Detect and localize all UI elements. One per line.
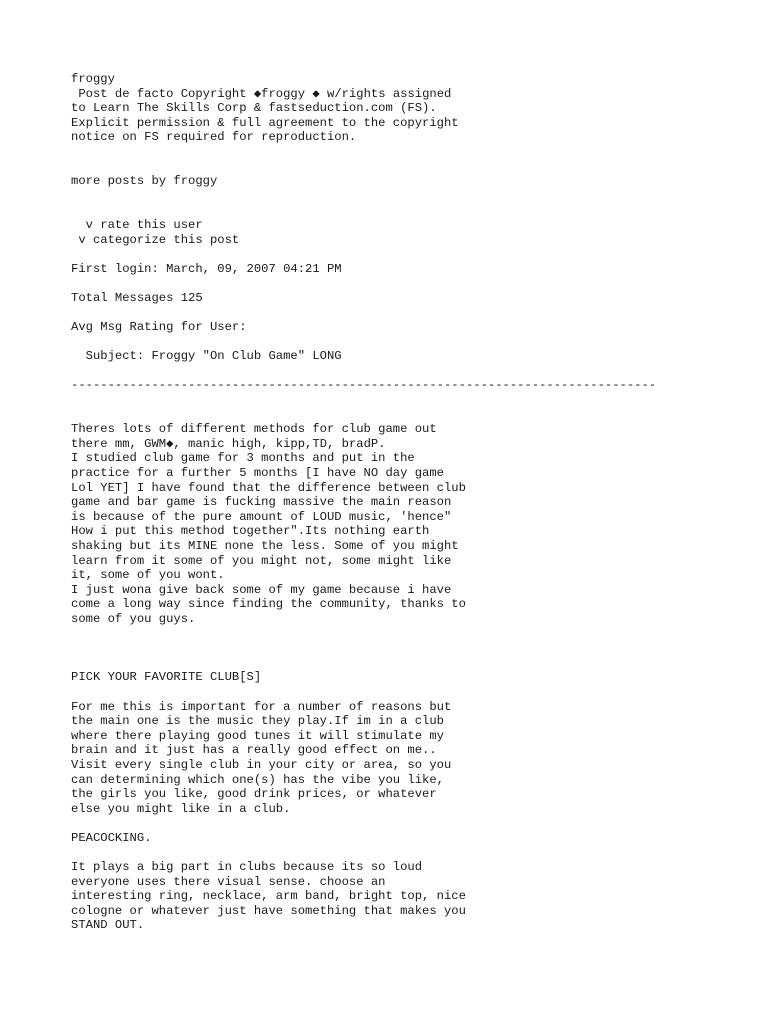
document-body [71, 72, 751, 933]
text-line [71, 203, 751, 218]
text-line: else you might like in a club. [71, 801, 291, 816]
text-line: there mm, GWM◆, manic high, kipp,TD, bradP. [71, 436, 386, 451]
text-line: can determining which one(s) has the vibe you like, [71, 772, 444, 787]
text-line: I just wona give back some of my game because i have [71, 582, 452, 597]
text-line [71, 306, 751, 321]
text-line [71, 276, 751, 291]
text-line: STAND OUT. [71, 918, 145, 933]
text-line [71, 335, 751, 350]
text-line [71, 247, 751, 262]
text-line [71, 627, 751, 642]
text-line: some of you guys. [71, 611, 196, 626]
text-line: Post de facto Copyright ◆froggy ◆ w/rights assigned [71, 86, 452, 101]
text-line [71, 364, 751, 379]
text-line: Total Messages 125 [71, 290, 203, 305]
text-line [71, 656, 751, 671]
text-line: is because of the pure amount of LOUD music, 'hence" [71, 509, 452, 524]
text-line: froggy [71, 72, 115, 86]
text-line [71, 189, 751, 204]
text-line: practice for a further 5 months [I have NO day game [71, 466, 444, 481]
text-line: PICK YOUR FAVORITE CLUB[S] [71, 670, 262, 685]
text-line: brain and it just has a really good effect on me.. [71, 743, 437, 758]
text-line: notice on FS required for reproduction. [71, 130, 357, 145]
text-line: interesting ring, necklace, arm band, bright top, nice [71, 889, 466, 904]
text-line: learn from it some of you might not, some might like [71, 553, 452, 568]
text-line: v categorize this post [71, 232, 240, 247]
text-line: Theres lots of different methods for club game out [71, 422, 437, 437]
text-line [71, 408, 751, 423]
text-line: PEACOCKING. [71, 830, 152, 845]
text-line: Subject: Froggy "On Club Game" LONG [71, 349, 342, 364]
text-line [71, 145, 751, 160]
text-line: How i put this method together".Its nothing earth [71, 524, 430, 539]
text-line: where there playing good tunes it will stimulate my [71, 728, 444, 743]
text-line [71, 160, 751, 175]
text-line: Lol YET] I have found that the difference between club [71, 480, 466, 495]
text-line: cologne or whatever just have something that makes you [71, 903, 466, 918]
text-line: it, some of you wont. [71, 568, 225, 583]
text-line: game and bar game is fucking massive the main reason [71, 495, 452, 510]
text-line: Visit every single club in your city or area, so you [71, 757, 452, 772]
text-line: everyone uses there visual sense. choose an [71, 874, 386, 889]
text-line [71, 641, 751, 656]
text-line [71, 845, 751, 860]
text-line: -------------------------------------------------------------------------------- [71, 378, 657, 393]
text-line [71, 816, 751, 831]
text-line: Explicit permission & full agreement to the copyright [71, 115, 459, 130]
text-line [71, 393, 751, 408]
text-line: the main one is the music they play.If im in a club [71, 714, 444, 729]
text-line: to Learn The Skills Corp & fastseduction.com (FS). [71, 101, 437, 116]
text-line: First login: March, 09, 2007 04:21 PM [71, 261, 342, 276]
text-line: shaking but its MINE none the less. Some of you might [71, 539, 459, 553]
text-line: more posts by froggy [71, 174, 218, 189]
text-line: v rate this user [71, 217, 203, 232]
text-line: For me this is important for a number of reasons but [71, 699, 452, 714]
text-line [71, 685, 751, 700]
text-line: I studied club game for 3 months and put in the [71, 451, 415, 466]
text-line: the girls you like, good drink prices, or whatever [71, 787, 437, 802]
text-line: It plays a big part in clubs because its so loud [71, 860, 423, 875]
text-line: come a long way since finding the community, thanks to [71, 597, 466, 612]
text-line: Avg Msg Rating for User: [71, 320, 247, 335]
